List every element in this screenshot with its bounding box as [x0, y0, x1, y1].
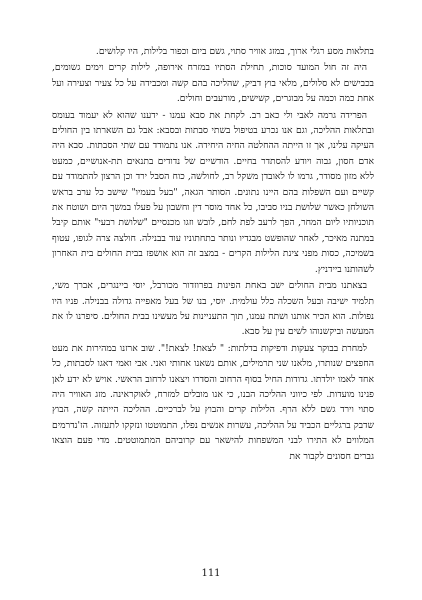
page-number: 111 [201, 568, 221, 579]
paragraph: בצאתנו מבית החולים ישב באחת הפינות בפרוזדור מכורבל, יוסי ביינגרים, אברך משי, תלמיד ישיבה ובעל השכלה כלל עולמית. יוסי, בנו של בעל מאפייה גדולה בבנילה. פניו היו נפולות. הוא הכיר אותנו ושתח עמנו, תוך התעניינות על מעשינו בבית החולים. סיפרנו לו את המעשה וביקשנוהו לשים עין על סבא. [52, 280, 374, 338]
paragraph: למחרת בבוקר צעקות ודפיקות בדלתות: " לצאת! לצאת!". שוב ארזנו במהירות את מעט החפצים שנותרו, מלאנו שני תרמילים, אותם נשאנו אחותי ואני. אבי ואמי דאגו לסבתות, כל אחד לאמו יולדתו. גדודות החיל בסוף הרחוב והסדרו ויצאנו לרחוב הראשי. אויש לא ידע לאן פנינו מועדות. לפי כיווני ההליכה הבנו, כי אנו מובלים למזרח, לאוקראינה. מזג האוויר היה סתוי וירד גשם ללא הרף. הלילות קרים והבוץ על לברכיים. ההליכה הייתה קשה, הבוץ שדבק ברגליים הכביד על ההליכה, עשרות אנשים נפלו, התמוטטו ונזקקו לתעזוה. הז'נדרמים המלווים לא התירו לבני המשפחות להישאר עם קרוביהם המתמוטטים. מדי פעם הוצאו גברים חסונים לקבור את [52, 342, 374, 462]
paragraph: היה זה חול המועד סוכות, תחילת הסתיו במזרח אירופה, לילות קרים וימים גשומים, בכבישים לא סלולים, מלאי בוץ דביק, שהליכה בהם קשה ומכבידה על כל צעיר וצעירה ועל אחת כמה וכמה על מבוגרים, קשישים, מורעבים וחולים. [52, 62, 374, 105]
paragraph: בתלאות מסע רגלי ארוך, במזג אוויר סתוי, גשם ביום וכפור בלילות, היו קלושים. [95, 46, 374, 57]
document-body [52, 44, 374, 465]
paragraph: הפרידה גרמה לאבי ולי כאב רב. לקחת את סבא עמנו - ידענו שהוא לא יעמוד בעומס ובתלאות ההליכה, וגם אנו נכרע בטיפול בשתי סבתות ובסבא: אבל גם השארתו בין החולים העיקה עלינו, אך זו הייתה ההחלטה החיה היחידה. אנו נתמודד עם שתי הסבתות. סבא היה אדם חסון, גבוה ויודע להסתדר בחיים. הודשיים של נדודים בתנאים תת-אנושיים, כמעט ללא מזון מסודר, גרמו לו לאובדן משקל רב, לחולשה, כוח הסבל ירד וכן הרצון להתמודד עם קשיים ועם השפלות בהם היינו נתונים. הסותר הגאה, "בעל בעמיו" שישב כל ערב בראש השולחן כאשר שלושת בניו סביבו, כל אחד מוסר דין וחשבון על פעלו במשך היום ושוטח את תוכניותיו ליום המחר, הפך לרעב לפת לחם, לובש וזגו מכנסיים "שלושת רבעי" אותם קיבל במתנה מאיכר, לאחר שהופשט מבגדיו ונותר בתחתוניו עוד בבנילה. חולצה צרה לגופו, עטוף בשמיכה, כסות מפני צינת הלילות הקרים - במצב זה הוא אושפז בבית החולים בית האחרון לשהותנו ביידניץ. [52, 109, 374, 275]
